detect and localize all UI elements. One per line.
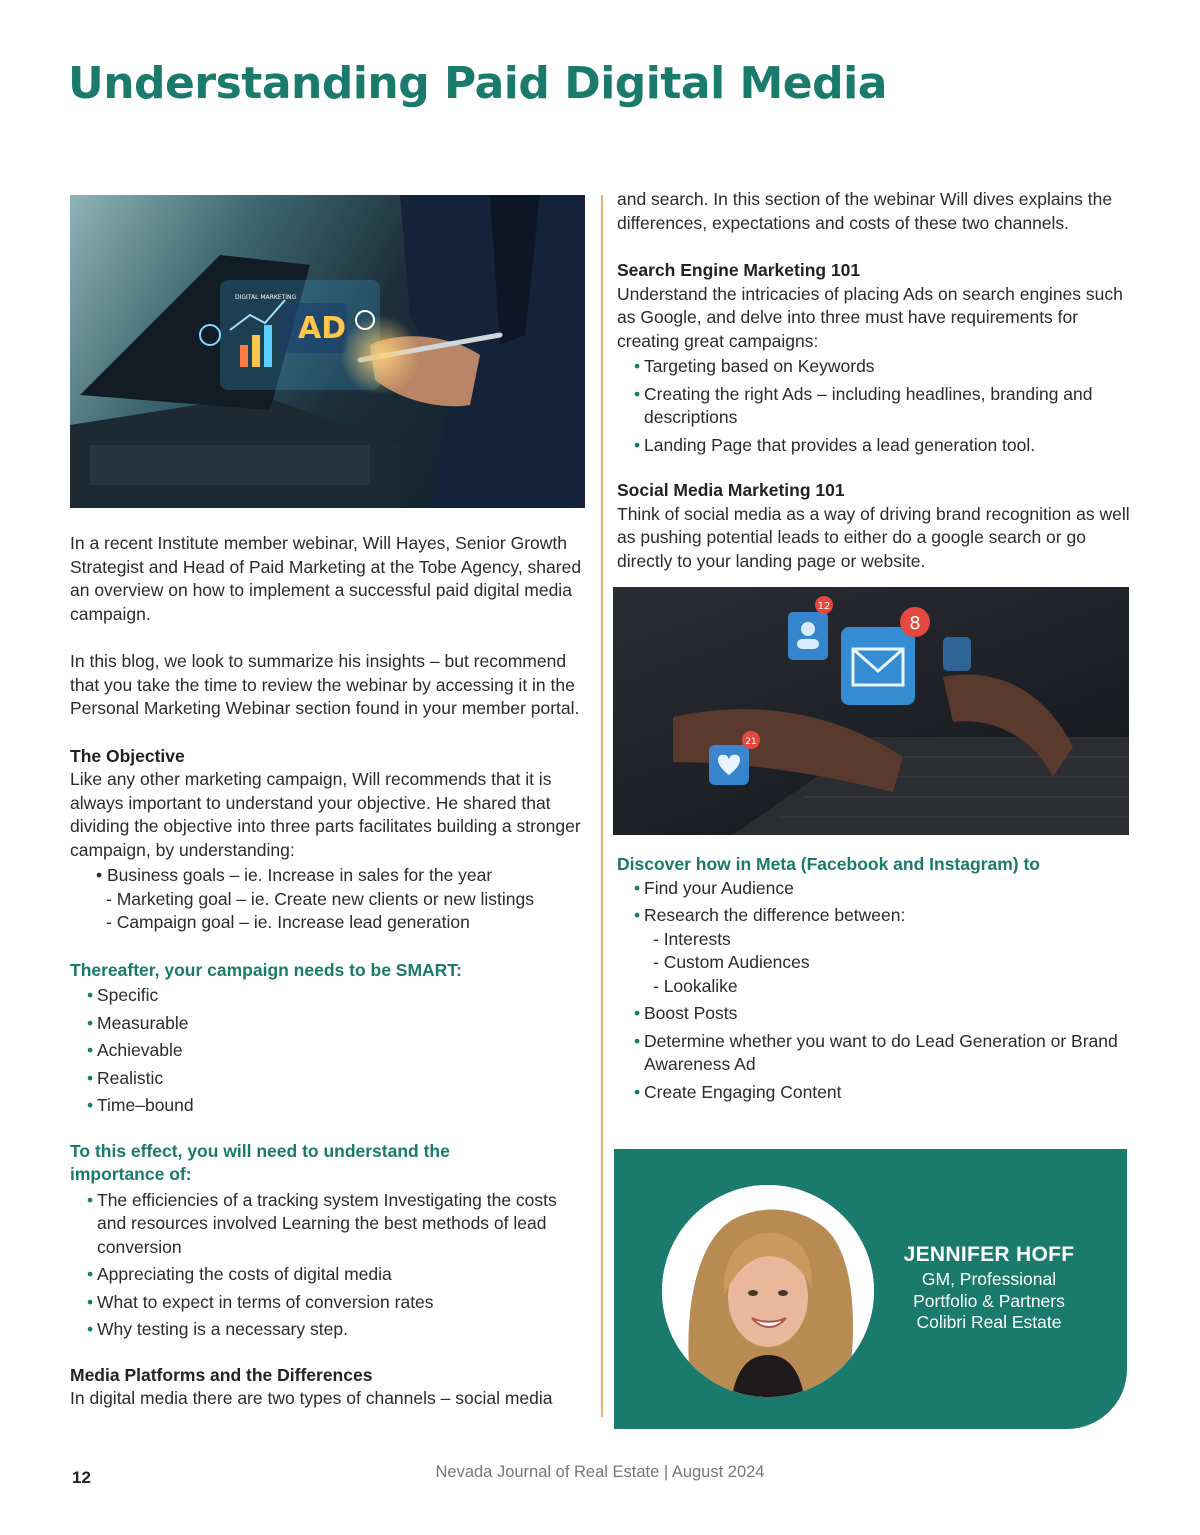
list-item: • Measurable [87,1012,189,1033]
notification-badge-8: 8 [909,613,921,634]
notification-badge-12: 12 [817,601,831,612]
author-name: JENNIFER HOFF [903,1243,1075,1266]
list-item: • Boost Posts [634,1003,738,1023]
objective-heading: The Objective [70,745,185,766]
author-role: GM, Professional Portfolio & Partners [913,1269,1065,1311]
list-item: • Appreciating the costs of digital media [87,1264,392,1284]
column-divider [601,195,603,1417]
digital-marketing-illustration [70,195,585,508]
list-item: • Find your Audience [634,877,794,898]
author-card [614,1149,1127,1429]
media-text: In digital media there are two types of channels – social media [70,1388,553,1408]
notification-badge-21: 21 [745,737,757,747]
hologram-caption: DIGITAL MARKETING [235,294,297,301]
list-item: - Lookalike [653,975,738,996]
effect-list [70,1189,590,1342]
list-item: • The efficiencies of a tracking system Investigating the costs and resources involved Learning the best methods of lead conversion [87,1189,557,1257]
list-item: • Why testing is a necessary step. [87,1319,348,1339]
right-column [617,188,1137,1108]
social-media-illustration [613,587,1129,835]
list-item: • Research the difference between: [634,905,906,925]
list-item: • What to expect in terms of conversion rates [87,1291,434,1312]
publication-footer: Nevada Journal of Real Estate | August 2024 [435,1463,765,1481]
smart-heading: Thereafter, your campaign needs to be SMART: [70,959,462,980]
avatar [662,1185,874,1397]
objective-text: Like any other marketing campaign, Will recommends that it is always important to understand your objective. He shared that dividing the objective into three parts facilitates building a stronger campaign, by understanding: [70,769,581,860]
page-title: Understanding Paid Digital Media [68,58,887,109]
list-item: - Custom Audiences [653,952,810,972]
meta-heading: Discover how in Meta (Facebook and Instagram) to [617,854,1040,874]
list-item: • Achievable [87,1040,183,1060]
portrait-illustration [662,1185,874,1397]
list-item: • Realistic [87,1067,164,1088]
list-item: • Targeting based on Keywords [634,356,875,376]
digital-marketing-photo [70,195,585,508]
list-item: • Specific [87,985,159,1005]
meta-list-2 [617,1002,1137,1104]
list-item: • Time–bound [87,1095,194,1115]
intro-paragraph-1: In a recent Institute member webinar, Will Hayes, Senior Growth Strategist and Head of Paid Marketing at the Tobe Agency, shared an overview on how to implement a successful paid digital media campaign. [70,533,582,624]
list-item: • Landing Page that provides a lead generation tool. [634,434,1036,455]
list-item: • Creating the right Ads – including headlines, branding and descriptions [634,383,1093,427]
sem-heading: Search Engine Marketing 101 [617,260,861,280]
meta-sublist [617,928,1137,999]
left-column [70,195,590,1411]
meta-list [617,877,1137,928]
objective-item: - Marketing goal – ie. Create new clients or new listings [106,888,534,909]
smm-text: Think of social media as a way of driving brand recognition as well as pushing potential leads to either do a google search or go directly to your landing page or website. [617,503,1130,571]
author-company: Colibri Real Estate [916,1312,1062,1332]
ad-hologram-label: AD [298,311,347,346]
smart-list [70,984,590,1118]
list-item: - Interests [653,928,731,949]
sem-text: Understand the intricacies of placing Ads on search engines such as Google, and delve into three must have requirements for creating great campaigns: [617,283,1123,351]
continued-text: and search. In this section of the webinar Will dives explains the differences, expectations and costs of these two channels. [617,189,1113,233]
author-info [894,1241,1084,1334]
objective-item: • Business goals – ie. Increase in sales for the year [96,865,493,885]
effect-heading: To this effect, you will need to understand the importance of: [70,1140,450,1184]
smm-heading: Social Media Marketing 101 [617,480,845,500]
media-heading: Media Platforms and the Differences [70,1364,373,1385]
objective-list [70,864,590,935]
list-item: • Determine whether you want to do Lead Generation or Brand Awareness Ad [634,1030,1118,1074]
intro-paragraph-2: In this blog, we look to summarize his insights – but recommend that you take the time to review the webinar by accessing it in the Personal Marketing Webinar section found in your member portal. [70,651,580,718]
list-item: • Create Engaging Content [634,1081,842,1102]
sem-list [617,355,1137,457]
page-number: 12 [72,1468,91,1487]
objective-item: - Campaign goal – ie. Increase lead generation [106,912,470,932]
social-media-photo [613,587,1129,835]
